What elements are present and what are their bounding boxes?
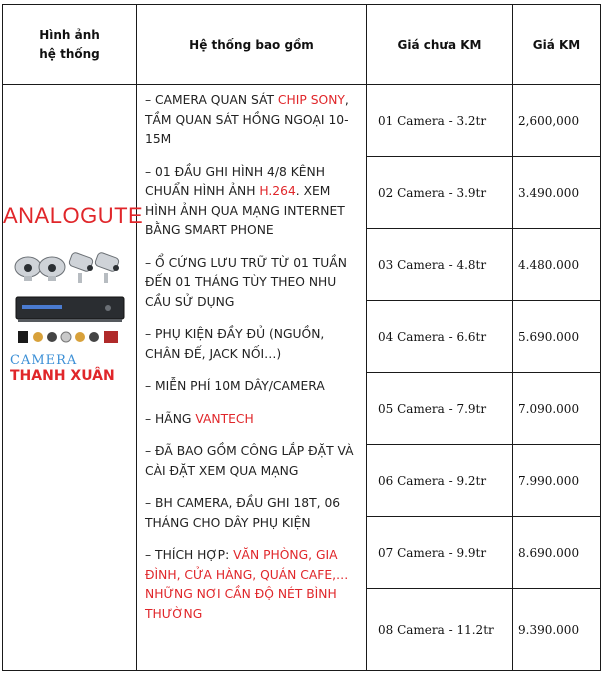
package-cell: 04 Camera - 6.6tr	[367, 301, 513, 373]
feature-list	[137, 85, 367, 671]
header-system: Hệ thống bao gồm	[137, 5, 367, 85]
header-image-line2: hệ thống	[39, 46, 100, 61]
promo-price-cell: 5.690.000	[513, 301, 601, 373]
feature-item: – PHỤ KIỆN ĐẦY ĐỦ (NGUỒN, CHÂN ĐẾ, JACK NỐI…)	[145, 327, 325, 361]
logo-line2: THANH XUÂN	[9, 368, 115, 383]
feature-item: – CAMERA QUAN SÁT CHIP SONY, TẦM QUAN SÁT HỒNG NGOẠI 10-15M	[145, 93, 349, 146]
camera-kit-icon	[8, 251, 132, 383]
promo-price-cell: 8.690.000	[513, 517, 601, 589]
promo-price-cell: 7.090.000	[513, 373, 601, 445]
promo-price-cell: 7.990.000	[513, 445, 601, 517]
package-cell: 06 Camera - 9.2tr	[367, 445, 513, 517]
promo-price-cell: 2,600,000	[513, 85, 601, 157]
logo-line1: CAMERA	[9, 353, 77, 368]
promo-price-cell: 4.480.000	[513, 229, 601, 301]
package-cell: 05 Camera - 7.9tr	[367, 373, 513, 445]
header-row	[3, 5, 601, 85]
promo-price-cell: 9.390.000	[513, 589, 601, 671]
header-image	[3, 5, 137, 85]
system-name: ANALOGUTE	[3, 203, 144, 228]
feature-item: – BH CAMERA, ĐẦU GHI 18T, 06 THÁNG CHO DÂY PHỤ KIỆN	[145, 496, 341, 530]
feature-item: – 01 ĐẦU GHI HÌNH 4/8 KÊNH CHUẨN HÌNH ẢNH H.264. XEM HÌNH ẢNH QUA MẠNG INTERNET BẰNG SMART PHONE	[145, 164, 345, 237]
system-image-cell	[3, 85, 144, 671]
package-cell: 02 Camera - 3.9tr	[367, 157, 513, 229]
product-illustration	[3, 251, 136, 386]
promo-price-cell: 3.490.000	[513, 157, 601, 229]
package-cell: 03 Camera - 4.8tr	[367, 229, 513, 301]
feature-item: – HÃNG VANTECH	[145, 411, 254, 426]
header-price-promo: Giá KM	[513, 5, 601, 85]
feature-item: – THÍCH HỢP: VĂN PHÒNG, GIA ĐÌNH, CỬA HÀNG, QUÁN CAFE,… NHỮNG NƠI CẦN ĐỘ NÉT BÌNH THƯỜNG	[145, 548, 349, 621]
feature-item: – ĐÃ BAO GỒM CÔNG LẮP ĐẶT VÀ CÀI ĐẶT XEM QUA MẠNG	[145, 444, 354, 478]
header-image-line1: Hình ảnh	[39, 27, 100, 42]
package-cell: 01 Camera - 3.2tr	[367, 85, 513, 157]
table-row	[3, 85, 601, 157]
feature-item: – Ổ CỨNG LƯU TRỮ TỪ 01 TUẦN ĐẾN 01 THÁNG TÙY THEO NHU CẦU SỬ DỤNG	[145, 255, 347, 309]
feature-item: – MIỄN PHÍ 10M DÂY/CAMERA	[145, 379, 325, 393]
package-cell: 08 Camera - 11.2tr	[367, 589, 513, 671]
price-table	[2, 4, 601, 671]
header-price-original: Giá chưa KM	[367, 5, 513, 85]
package-cell: 07 Camera - 9.9tr	[367, 517, 513, 589]
